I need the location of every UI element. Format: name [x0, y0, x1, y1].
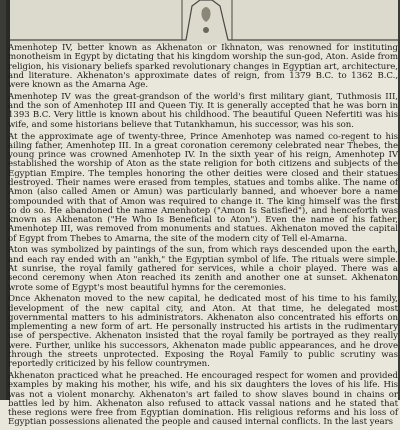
paragraph-3: At the approximate age of twenty-three, Prince Amenhotep was named co-regent to his ailing father, Amenhotep III. In a great coronation ceremony celebrated near Thebes, the young prince was crowned Amenhotep IV. In the sixth year of his reign, Amenhotep IV established the worship of Aton as the state religion for both citizens and subjects of the Egyptian Empire. The temples honoring the other deities were closed and their statues destroyed. Their names were erased from temples, statues and tombs alike. The name of Amon (also called Amen or Amun) was particularly banned, and whoever bore a name compounded with that of Amon was required to change it. The king himself was the first to do so. He abandoned the name Amenhotep ("Amon Is Satisfied"), and henceforth was known as Akhenaton ("He Who Is Beneficial to Aton"). Even the name of his father, Amenhotep III, was removed from monuments and statues. Akhenaton moved the capital of Egypt from Thebes to Amarna, the site of the modern city of Tell el-Amarna.: [8, 131, 398, 244]
paragraph-5: Once Akhenaton moved to the new capital, he dedicated most of his time to his family, development of the new capital city, and Aton. At that time, he delegated most governmental matters to his administrators. Akhenaton also concentrated his efforts on implementing a new form of art. He personally instructed his artists in the rudimentary use of perspective. Akhenaton insisted that the royal family be portrayed as they really were. Further, unlike his successors, Akhenaton made public appearances, and he drove through the streets unprotected. Exposing the Royal Family to public scrutiny was reportedly criticized by his fellow countrymen.: [8, 294, 398, 370]
header-illustration: [6, 0, 398, 44]
document-sheet: [6, 0, 398, 428]
paragraph-6: Akhenaton practiced what he preached. He encouraged respect for women and provided examples by making his mother, his wife, and his six daughters the loves of his life. His was not a violent monarchy. Akhenaton's art failed to show slaves bound in chains or battles led by him. Akhenaton also refused to attack vassal nations and he stated that these regions were free from Egyptian domination. His religious reforms and his loss of Egyptian possessions alienated the people and caused internal conflicts. In the last years: [8, 371, 398, 428]
article-body: [8, 44, 398, 430]
paragraph-2: Amenhotep IV was the great-grandson of the world's first military giant, Tuthmosis III, and the son of Amenhotep III and Queen Tiy. It is generally accepted that he was born in 1393 B.C. Very little is known about his childhood. The beautiful Queen Nefertiti was his wife, and some historians believe that Tutankhamun, his successor, was his son.: [8, 91, 398, 130]
header-illustration-graphic: [6, 0, 398, 44]
paragraph-1: Amenhotep IV, better known as Akhenaton or Ikhnaton, was renowned for instituting monotheism in Egypt by dictating that his kingdom worship the sun-god, Aton. Aside from religion, his visionary beliefs sparked revolutionary changes in Egyptian art, architecture, and literature. Akhenaton's approximate dates of reign, from 1379 B.C. to 1362 B.C., were known as the Amarna Age.: [8, 43, 398, 91]
paragraph-4: Aton was symbolized by paintings of the sun, from which rays descended upon the earth, and each ray ended with an "ankh," the Egyptian symbol of life. The rituals were simple. At sunrise, the royal family gathered for services, while a choir played. There was a second ceremony when Aton reached its zenith and another one at sunset. Akhenaton wrote some of Egypt's most beautiful hymns for the ceremonies.: [8, 245, 398, 293]
